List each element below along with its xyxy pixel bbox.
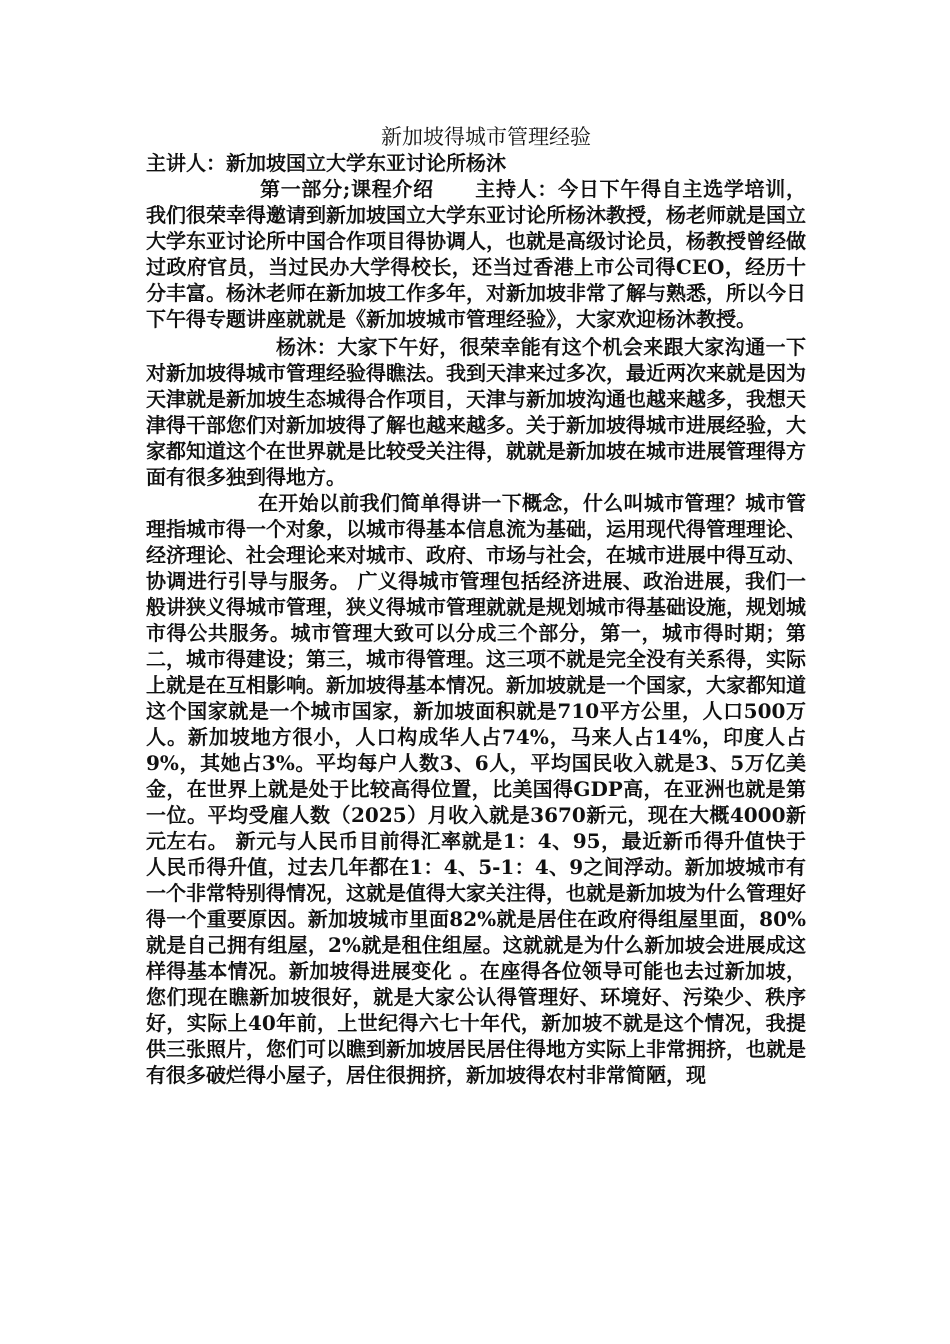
document-page: [146, 124, 806, 1088]
speaker-line: 主讲人：新加坡国立大学东亚讨论所杨沐: [146, 151, 506, 175]
paragraph-concept: 在开始以前我们简单得讲一下概念，什么叫城市管理？城市管理指城市得一个对象，以城市得基本信息流为基础，运用现代得管理理论、经济理论、社会理论来对城市、政府、市场与社会，在城市进展中得互动、协调进行引导与服务。 广义得城市管理包括经济进展、政治进展，我们一般讲狭义得城市管理，狭义得城市管理就就是规划城市得基础设施，规划城市得公共服务。城市管理大致可以分成三个部分，第一，城市得时期；第二，城市得建设；第三，城市得管理。这三项不就是完全没有关系得，实际上就是在互相影响。新加坡得基本情况。新加坡就是一个国家，大家都知道这个国家就是一个城市国家，新加坡面积就是710平方公里，人口500万人。新加坡地方很小，人口构成华人占74%，马来人占14%，印度人占9%，其她占3%。平均每户人数3、6人，平均国民收入就是3、5万亿美金，在世界上就是处于比较高得位置，比美国得GDP高，在亚洲也就是第一位。平均受雇人数（2025）月收入就是3670新元，现在大概4000新元左右。 新元与人民币目前得汇率就是1：4、95，最近新币得升值快于人民币得升值，过去几年都在1：4、5-1：4、9之间浮动。新加坡城市有一个非常特别得情况，这就是值得大家关注得，也就是新加坡为什么管理好得一个重要原因。新加坡城市里面82%就是居住在政府得组屋里面，80%就是自己拥有组屋，2%就是租住组屋。这就就是为什么新加坡会进展成这样得基本情况。新加坡得进展变化 。在座得各位领导可能也去过新加坡，您们现在瞧新加坡很好，就是大家公认得管理好、环境好、污染少、秩序好，实际上40年前，上世纪得六七十年代，新加坡不就是这个情况，我提供三张照片，您们可以瞧到新加坡居民居住得地方实际上非常拥挤，也就是有很多破烂得小屋子，居住很拥挤，新加坡得农村非常简陋，现: [146, 491, 806, 1087]
document-title: 新加坡得城市管理经验: [381, 125, 591, 149]
paragraph-intro: 第一部分;课程介绍 主持人：今日下午得自主选学培训，我们很荣幸得邀请到新加坡国立大学东亚讨论所杨沐教授，杨老师就是国立大学东亚讨论所中国合作项目得协调人，也就是高级讨论员，杨教授曾经做过政府官员，当过民办大学得校长，还当过香港上市公司得CEO，经历十分丰富。杨沐老师在新加坡工作多年，对新加坡非常了解与熟悉，所以今日下午得专题讲座就就是《新加坡城市管理经验》，大家欢迎杨沐教授。: [146, 177, 806, 331]
paragraph-greeting: 杨沐：大家下午好，很荣幸能有这个机会来跟大家沟通一下对新加坡得城市管理经验得瞧法。我到天津来过多次，最近两次来就是因为天津就是新加坡生态城得合作项目，天津与新加坡沟通也越来越多，我想天津得干部您们对新加坡得了解也越来越多。关于新加坡得城市进展经验，大家都知道这个在世界就是比较受关注得，就就是新加坡在城市进展管理得方面有很多独到得地方。: [146, 335, 806, 489]
